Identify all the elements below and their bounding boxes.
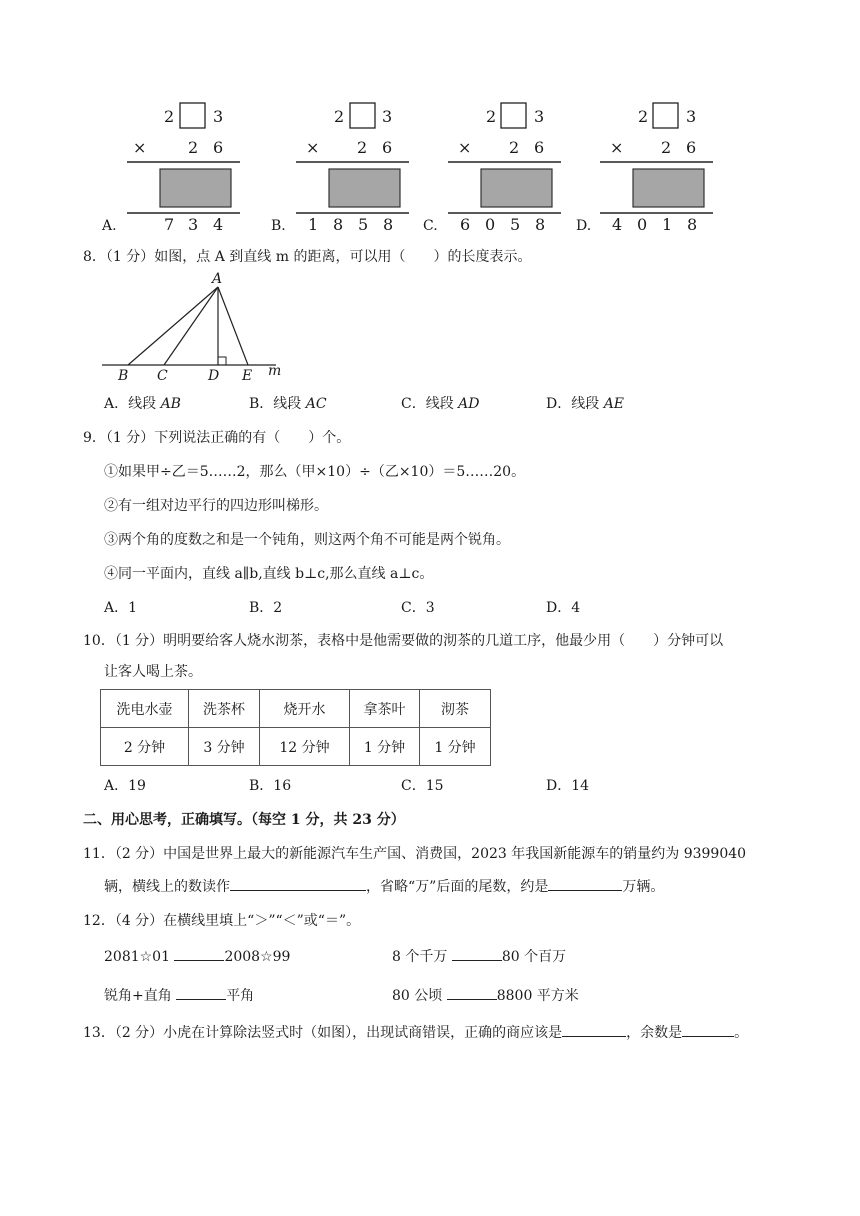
mult-b-digit-mult-1: 2 (357, 138, 368, 157)
q8-option-b[interactable]: B．线段 AC (249, 396, 327, 412)
q12-blank-3[interactable] (176, 985, 226, 1000)
q8-option-c[interactable]: C．线段 AD (401, 396, 480, 412)
mult-a-label: A. (102, 218, 117, 234)
mult-d-label: D. (576, 218, 592, 234)
mult-d-times-sign: × (610, 138, 624, 157)
mult-d-result-2: 0 (637, 215, 648, 234)
mult-c-result-4: 8 (535, 215, 546, 234)
table-cell: 3 分钟 (189, 728, 260, 766)
q9-option-c[interactable]: C．3 (401, 600, 435, 616)
table-cell: 2 分钟 (101, 728, 189, 766)
mult-c-label: C. (423, 218, 438, 234)
q10-option-b[interactable]: B．16 (249, 778, 292, 794)
question-13: 13．（2 分）小虎在计算除法竖式时（如图），出现试商错误，正确的商应该是 ，余数是 。 (83, 1022, 748, 1042)
mult-a-result-3: 4 (213, 215, 224, 234)
point-d-label: D (208, 368, 220, 384)
table-header-cell: 拿茶叶 (350, 690, 420, 728)
mult-b-label: B. (271, 218, 286, 234)
point-e-label: E (242, 368, 253, 384)
q10-option-c[interactable]: C．15 (401, 778, 444, 794)
mult-a-digit-top-2: 3 (213, 107, 224, 126)
q11-blank-reading[interactable] (230, 876, 366, 891)
mult-b-digit-top-1: 2 (334, 107, 345, 126)
q12-blank-2[interactable] (452, 946, 502, 961)
q11-line1: 11．（2 分）中国是世界上最大的新能源汽车生产国、消费国，2023 年我国新能源车的销量约为 9399040 (83, 846, 747, 862)
table-header-cell: 烧开水 (260, 690, 350, 728)
mult-b-result-1: 1 (308, 215, 319, 234)
mult-c-times-sign: × (458, 138, 472, 157)
q12-item-4: 80 公顷 8800 平方米 (392, 985, 579, 1005)
mult-d-result-4: 8 (687, 215, 698, 234)
table-cell: 1 分钟 (350, 728, 420, 766)
mult-c-result-1: 6 (460, 215, 471, 234)
q9-option-a[interactable]: A．1 (104, 600, 138, 616)
mult-d-digit-mult-2: 6 (686, 138, 697, 157)
table-header-cell: 洗茶杯 (189, 690, 260, 728)
tea-steps-table (100, 689, 491, 766)
mult-a-digit-mult-2: 6 (213, 138, 224, 157)
section-2-title: 二、用心思考，正确填写。（每空 1 分，共 23 分） (83, 812, 405, 828)
table-cell: 12 分钟 (260, 728, 350, 766)
q9-statement-1: ①如果甲÷乙＝5……2，那么（甲×10）÷（乙×10）＝5……20。 (104, 464, 526, 480)
segment-ae (218, 287, 248, 365)
mult-c-digit-mult-1: 2 (509, 138, 520, 157)
mult-a-times-sign: × (133, 138, 147, 157)
q9-statement-3: ③两个角的度数之和是一个钝角，则这两个角不可能是两个锐角。 (104, 532, 510, 548)
q11-blank-approx[interactable] (548, 876, 622, 891)
mult-b-result-3: 5 (358, 215, 369, 234)
q12-item-1: 2081☆01 2008☆99 (104, 946, 290, 965)
q9-statement-2: ②有一组对边平行的四边形叫梯形。 (104, 498, 328, 514)
right-angle-mark (218, 357, 226, 365)
q12-item-2: 8 个千万 80 个百万 (392, 946, 566, 966)
segment-ab (128, 287, 218, 365)
q9-option-d[interactable]: D．4 (546, 600, 581, 616)
q8-stem: 8．（1 分）如图，点 A 到直线 m 的距离，可以用（ ）的长度表示。 (83, 249, 532, 265)
point-a-label: A (212, 271, 223, 287)
mult-a-digit-mult-1: 2 (188, 138, 199, 157)
mult-a-result-1: 7 (164, 215, 175, 234)
table-header-cell: 洗电水壶 (101, 690, 189, 728)
q9-statement-4: ④同一平面内，直线 a∥b,直线 b⊥c,那么直线 a⊥c。 (104, 566, 434, 582)
q11-line2: 辆，横线上的数读作 ，省略“万”后面的尾数，约是 万辆。 (104, 876, 664, 896)
mult-c-result-3: 5 (510, 215, 521, 234)
q12-stem: 12．（4 分）在横线里填上“＞”“＜”或“＝”。 (83, 913, 361, 929)
mult-b-digit-top-2: 3 (382, 107, 393, 126)
mult-c-digit-top-1: 2 (486, 107, 497, 126)
mult-c-result-2: 0 (485, 215, 496, 234)
table-row (101, 690, 491, 728)
mult-b-result-4: 8 (383, 215, 394, 234)
q12-blank-1[interactable] (174, 946, 224, 961)
q8-option-d[interactable]: D．线段 AE (546, 396, 625, 412)
q8-option-a[interactable]: A．线段 AB (104, 396, 181, 412)
mult-b-times-sign: × (306, 138, 320, 157)
point-c-label: C (157, 368, 168, 384)
q10-option-d[interactable]: D．14 (546, 778, 590, 794)
q9-option-b[interactable]: B．2 (249, 600, 283, 616)
q10-stem-line1: 10．（1 分）明明要给客人烧水沏茶，表格中是他需要做的沏茶的几道工序，他最少用（ ）分钟可以 (83, 633, 724, 649)
mult-b-digit-mult-2: 6 (382, 138, 393, 157)
q8-distance-figure (0, 0, 300, 390)
mult-d-digit-top-2: 3 (686, 107, 697, 126)
mult-d-result-1: 4 (612, 215, 623, 234)
q13-blank-remainder[interactable] (682, 1022, 734, 1037)
table-header-cell: 沏茶 (420, 690, 491, 728)
q13-blank-quotient[interactable] (562, 1022, 626, 1037)
mult-a-digit-top-1: 2 (164, 107, 175, 126)
mult-d-result-3: 1 (662, 215, 673, 234)
table-cell: 1 分钟 (420, 728, 491, 766)
mult-d-digit-top-1: 2 (638, 107, 649, 126)
line-m-label: m (268, 363, 282, 379)
table-row (101, 728, 491, 766)
q12-item-3: 锐角+直角 平角 (104, 985, 254, 1005)
mult-c-digit-mult-2: 6 (534, 138, 545, 157)
mult-d-digit-mult-1: 2 (661, 138, 672, 157)
q9-stem: 9．（1 分）下列说法正确的有（ ）个。 (83, 430, 351, 446)
point-b-label: B (118, 368, 129, 384)
q10-option-a[interactable]: A．19 (104, 778, 146, 794)
mult-a-result-2: 3 (188, 215, 199, 234)
q12-blank-4[interactable] (447, 985, 497, 1000)
q10-stem-line2: 让客人喝上茶。 (104, 664, 202, 680)
mult-c-digit-top-2: 3 (534, 107, 545, 126)
mult-b-result-2: 8 (333, 215, 344, 234)
